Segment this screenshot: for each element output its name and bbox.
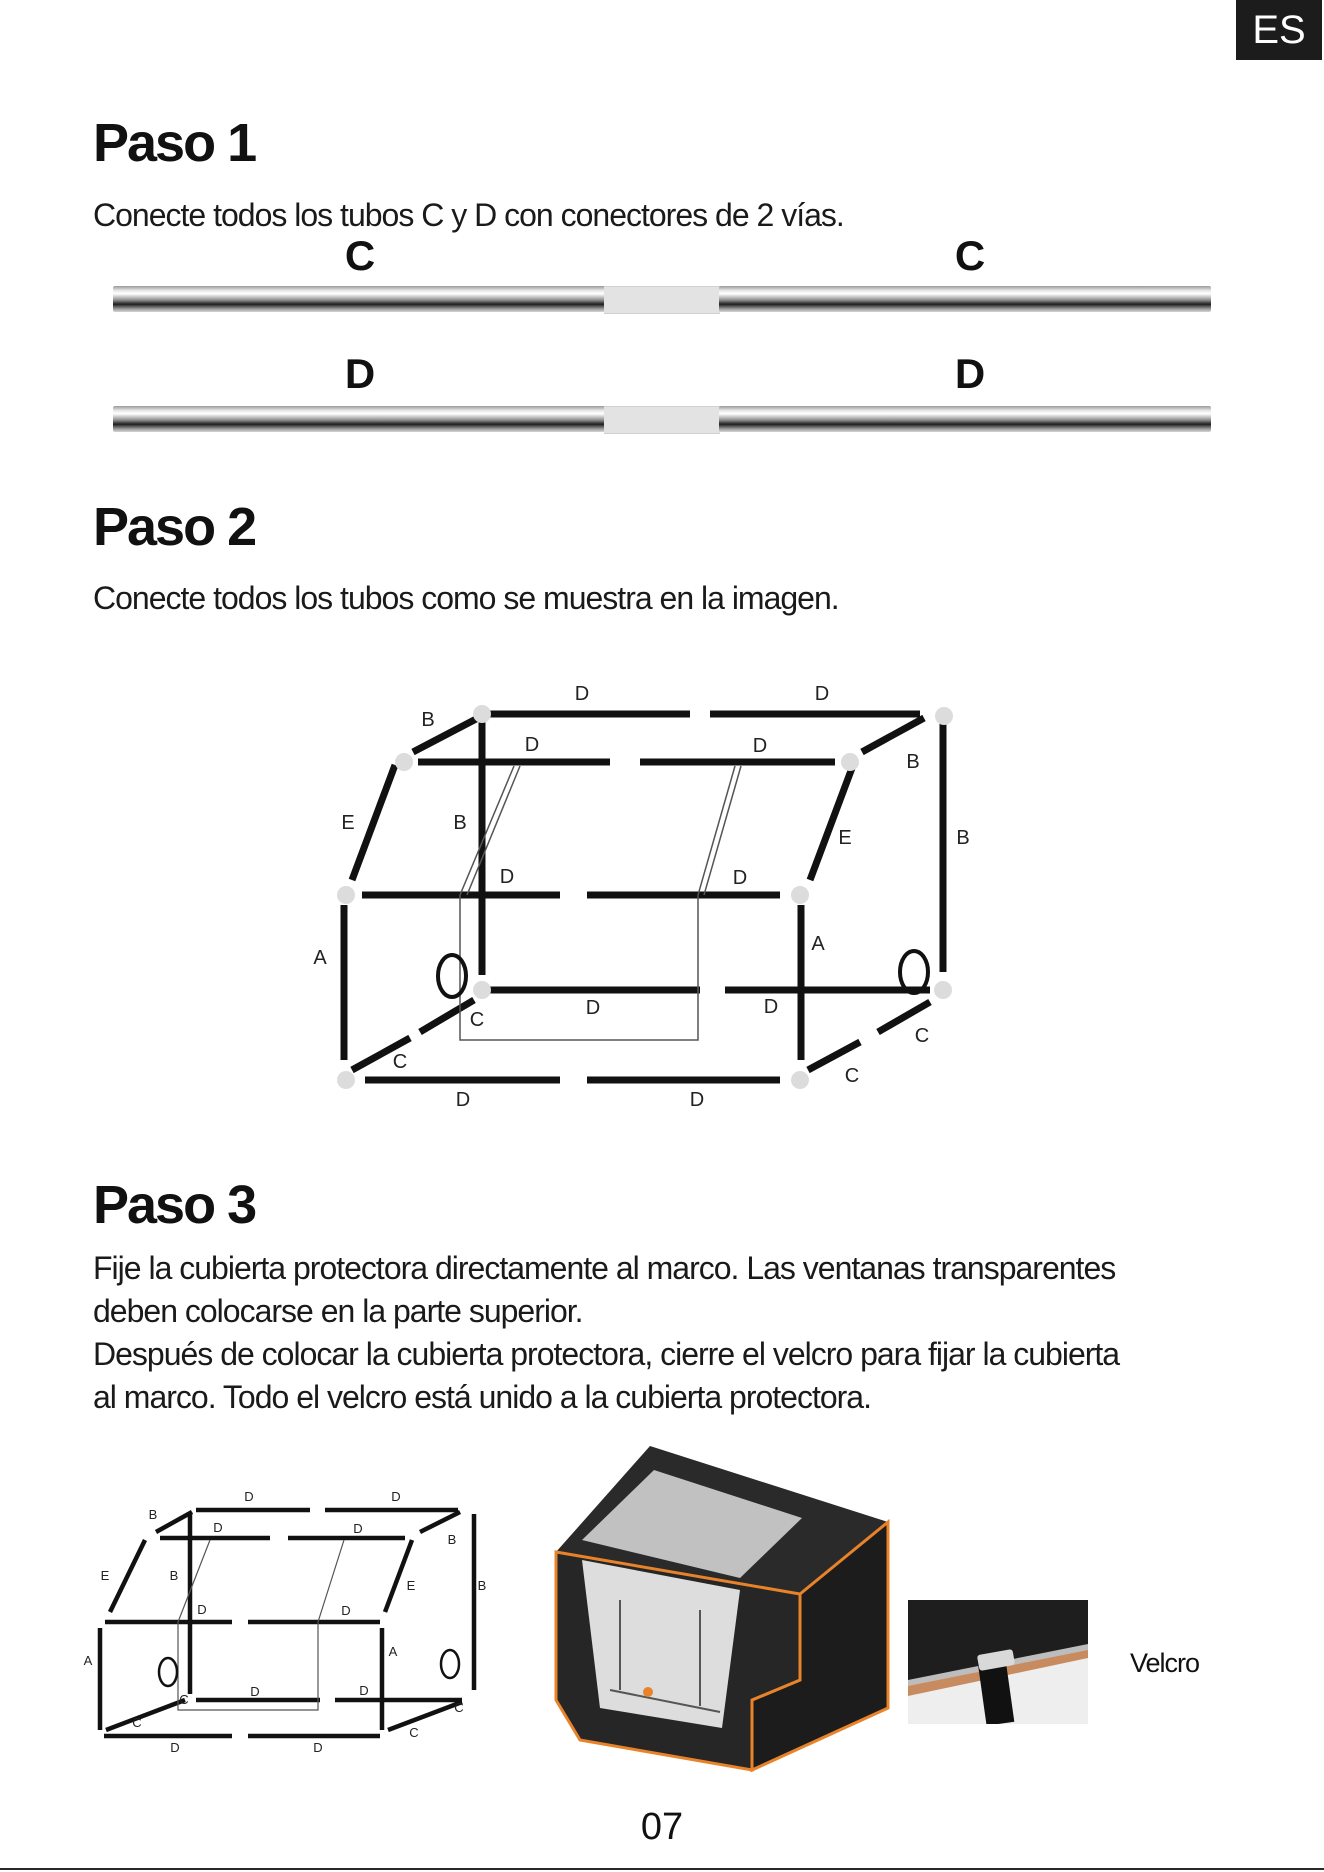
label-a: A bbox=[811, 933, 825, 955]
label-b: B bbox=[906, 751, 920, 773]
label-d: D bbox=[313, 1740, 323, 1755]
label-d: D bbox=[455, 1089, 471, 1110]
label-d: D bbox=[814, 683, 830, 705]
label-e: E bbox=[406, 1578, 416, 1593]
protective-cover-product-image bbox=[530, 1440, 910, 1780]
label-d: D bbox=[250, 1684, 260, 1699]
label-c: C bbox=[844, 1065, 860, 1087]
label-d: D bbox=[170, 1740, 180, 1755]
tube-left bbox=[113, 406, 605, 432]
label-a: A bbox=[313, 947, 327, 969]
label-c: C bbox=[409, 1725, 419, 1740]
step3-text-line: al marco. Todo el velcro está unido a la cubierta protectora. bbox=[93, 1379, 871, 1415]
tube-label-left: D bbox=[344, 350, 376, 397]
step2-title: Paso 2 bbox=[93, 497, 256, 557]
label-d: D bbox=[359, 1683, 369, 1698]
label-c: C bbox=[179, 1692, 189, 1707]
tube-left bbox=[113, 286, 605, 312]
label-d: D bbox=[763, 996, 779, 1018]
two-way-connector bbox=[604, 286, 720, 314]
step3-text-line: Fije la cubierta protectora directamente al marco. Las ventanas transparentes bbox=[93, 1250, 1116, 1286]
label-e: E bbox=[341, 812, 355, 834]
label-c: C bbox=[469, 1009, 485, 1031]
label-c: C bbox=[132, 1715, 142, 1730]
step1-title: Paso 1 bbox=[93, 113, 256, 173]
step3-text-line: deben colocarse en la parte superior. bbox=[93, 1293, 583, 1329]
label-e: E bbox=[838, 827, 852, 849]
tube-right bbox=[719, 286, 1211, 312]
label-b: B bbox=[421, 709, 435, 731]
label-b: B bbox=[956, 827, 970, 849]
tube-label-left: C bbox=[344, 232, 376, 279]
step3-title: Paso 3 bbox=[93, 1175, 256, 1235]
frame-assembly-diagram bbox=[300, 670, 1000, 1110]
bottom-divider bbox=[0, 1868, 1324, 1870]
language-badge: ES bbox=[1236, 0, 1322, 60]
tube-label-right: C bbox=[954, 232, 986, 279]
label-a: A bbox=[83, 1653, 93, 1668]
step2-instructions: Conecte todos los tubos como se muestra en la imagen. bbox=[93, 580, 839, 616]
two-way-connector bbox=[604, 406, 720, 434]
label-e: E bbox=[100, 1568, 110, 1583]
label-d: D bbox=[353, 1521, 363, 1536]
label-c: C bbox=[914, 1025, 930, 1047]
frame-diagram-small bbox=[80, 1480, 500, 1760]
label-c: C bbox=[454, 1700, 464, 1715]
label-c: C bbox=[392, 1051, 408, 1073]
label-b: B bbox=[453, 812, 467, 834]
label-d: D bbox=[499, 866, 515, 888]
label-d: D bbox=[341, 1603, 351, 1618]
label-d: D bbox=[244, 1489, 254, 1504]
label-b: B bbox=[169, 1568, 179, 1583]
label-d: D bbox=[689, 1089, 705, 1110]
label-d: D bbox=[524, 734, 540, 756]
label-d: D bbox=[732, 867, 748, 889]
label-b: B bbox=[477, 1578, 487, 1593]
label-d: D bbox=[574, 683, 590, 705]
velcro-label: Velcro bbox=[1130, 1648, 1200, 1678]
label-b: B bbox=[447, 1532, 457, 1547]
step1-instructions: Conecte todos los tubos C y D con conectores de 2 vías. bbox=[93, 197, 844, 233]
label-b: B bbox=[148, 1507, 158, 1522]
label-d: D bbox=[197, 1602, 207, 1617]
label-d: D bbox=[585, 997, 601, 1019]
step3-text-line: Después de colocar la cubierta protectora, cierre el velcro para fijar la cubierta bbox=[93, 1336, 1120, 1372]
tube-right bbox=[719, 406, 1211, 432]
page-number: 07 bbox=[640, 1806, 684, 1848]
label-d: D bbox=[752, 735, 768, 757]
velcro-closeup-photo bbox=[908, 1600, 1088, 1724]
label-d: D bbox=[391, 1489, 401, 1504]
tube-label-right: D bbox=[954, 350, 986, 397]
label-d: D bbox=[213, 1520, 223, 1535]
label-a: A bbox=[388, 1644, 398, 1659]
